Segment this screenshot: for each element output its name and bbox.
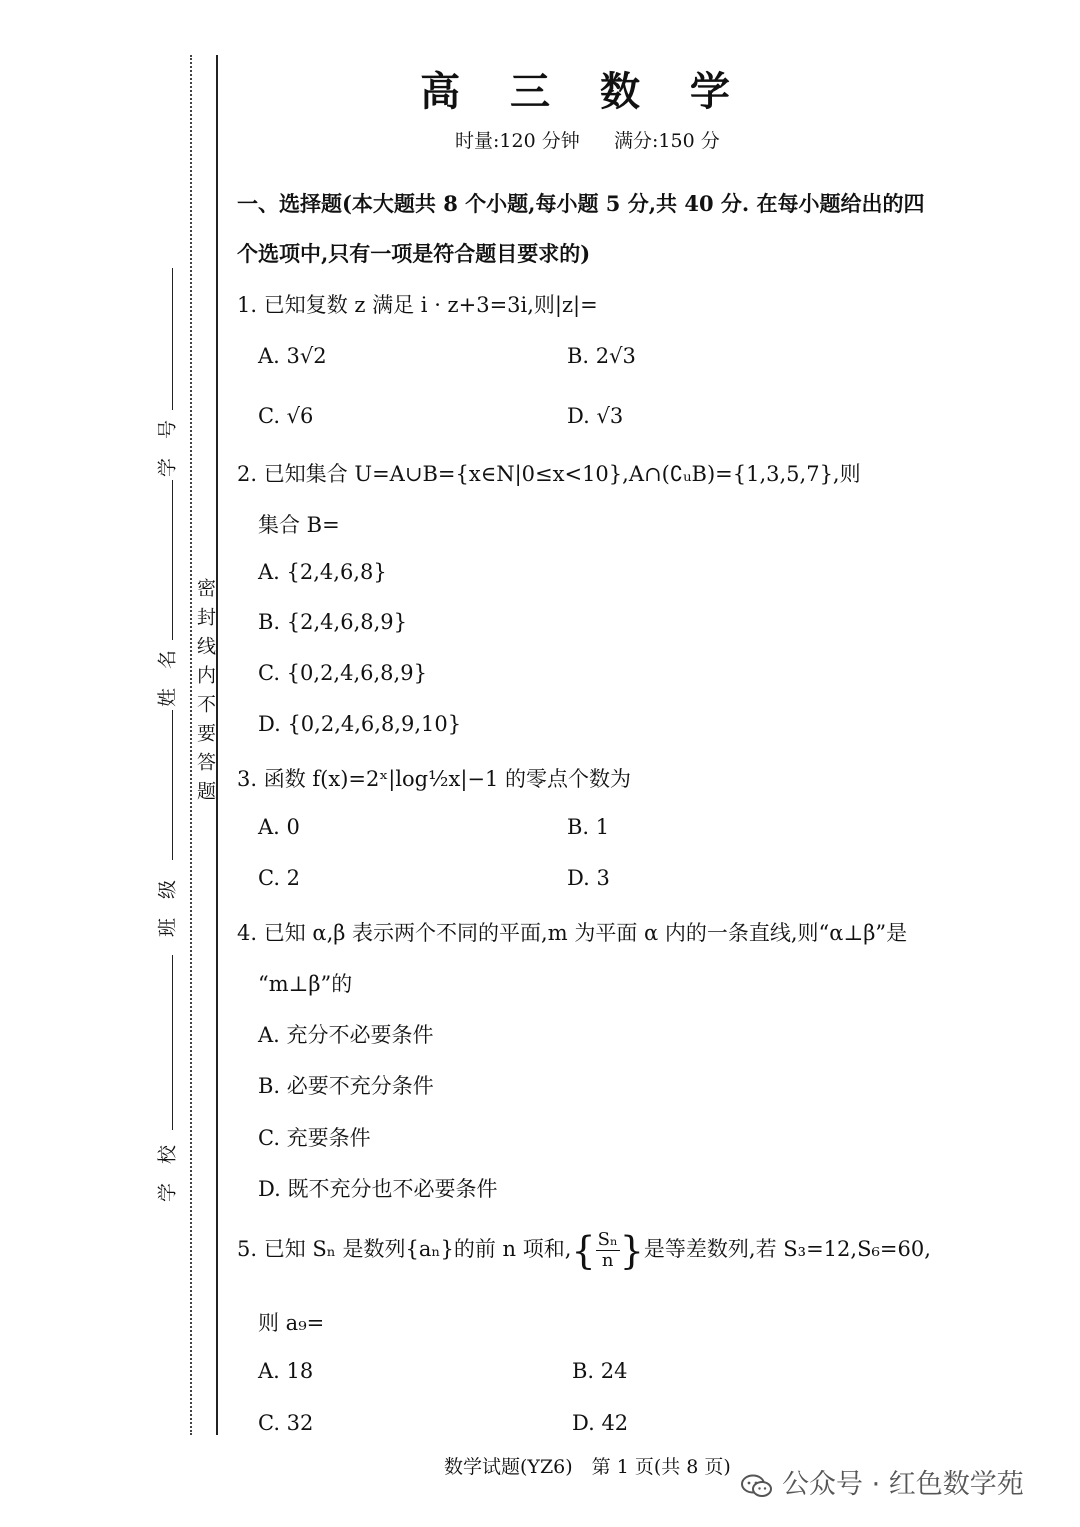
question-4-option-d: D. 既不充分也不必要条件 xyxy=(258,1177,498,1201)
question-5-stem-line1 xyxy=(237,1225,931,1275)
class-label: 班 级 xyxy=(156,880,179,938)
fraction-sn-over-n xyxy=(596,1230,620,1271)
question-3-stem: 3. 函数 f(x)=2ˣ|log½x|−1 的零点个数为 xyxy=(237,767,632,791)
section-heading-line2: 个选项中,只有一项是符合题目要求的) xyxy=(237,241,591,266)
question-3-option-c: C. 2 xyxy=(258,866,301,890)
wechat-icon xyxy=(740,1474,774,1498)
question-5-stem-line2: 则 a₉= xyxy=(258,1311,325,1335)
question-4-stem-line1: 4. 已知 α,β 表示两个不同的平面,m 为平面 α 内的一条直线,则“α⊥β”是 xyxy=(237,921,908,945)
student-id-label: 学 号 xyxy=(156,420,179,478)
question-4-stem-line2: “m⊥β”的 xyxy=(258,972,353,996)
question-1-option-a: A. 3√2 xyxy=(258,344,327,368)
question-5-stem-post: 是等差数列,若 S₃=12,S₆=60, xyxy=(643,1237,931,1261)
section-heading-line1: 一、选择题(本大题共 8 个小题,每小题 5 分,共 40 分. 在每小题给出的四 xyxy=(237,191,925,216)
question-2-option-a: A. {2,4,6,8} xyxy=(258,560,387,584)
question-1-option-d: D. √3 xyxy=(567,404,624,428)
question-2-stem-line1: 2. 已知集合 U=A∪B={x∈N|0≤x<10},A∩(∁ᵤB)={1,3,5,7},则 xyxy=(237,462,861,486)
page-footer: 数学试题(YZ6) 第 1 页(共 8 页) xyxy=(444,1456,731,1478)
brace-right: } xyxy=(619,1228,644,1273)
question-2-stem-line2: 集合 B= xyxy=(258,513,340,537)
question-5-option-a: A. 18 xyxy=(258,1359,314,1383)
exam-duration: 时量:120 分钟 xyxy=(455,130,580,152)
watermark xyxy=(740,1462,1024,1501)
fraction-numerator: Sₙ xyxy=(597,1229,618,1250)
question-5-option-b: B. 24 xyxy=(572,1359,628,1383)
question-2-option-d: D. {0,2,4,6,8,9,10} xyxy=(258,712,462,736)
question-3-option-a: A. 0 xyxy=(258,815,300,839)
watermark-text: 公众号 · 红色数学苑 xyxy=(782,1469,1024,1500)
student-id-blank xyxy=(172,268,173,410)
question-4-option-a: A. 充分不必要条件 xyxy=(258,1023,434,1047)
question-4-option-c: C. 充要条件 xyxy=(258,1126,371,1150)
question-3-option-d: D. 3 xyxy=(567,866,610,890)
school-blank xyxy=(172,955,173,1130)
question-4-option-b: B. 必要不充分条件 xyxy=(258,1074,434,1098)
seal-note: 密封线内不要答题 xyxy=(194,578,216,810)
question-2-option-b: B. {2,4,6,8,9} xyxy=(258,610,408,634)
question-1-stem: 1. 已知复数 z 满足 i · z+3=3i,则|z|= xyxy=(237,293,598,317)
class-blank xyxy=(172,710,173,860)
page-title: 高 三 数 学 xyxy=(420,68,748,115)
question-1-option-c: C. √6 xyxy=(258,404,314,428)
brace-left: { xyxy=(571,1228,596,1273)
school-label: 学 校 xyxy=(156,1145,179,1203)
student-name-blank xyxy=(172,480,173,640)
question-5-option-c: C. 32 xyxy=(258,1411,314,1435)
question-1-option-b: B. 2√3 xyxy=(567,344,636,368)
student-name-label: 姓 名 xyxy=(156,650,179,708)
fraction-denominator: n xyxy=(601,1250,614,1271)
question-5-option-d: D. 42 xyxy=(572,1411,629,1435)
question-2-option-c: C. {0,2,4,6,8,9} xyxy=(258,661,427,685)
question-3-option-b: B. 1 xyxy=(567,815,610,839)
question-5-stem-pre: 5. 已知 Sₙ 是数列{aₙ}的前 n 项和, xyxy=(237,1237,572,1261)
full-score: 满分:150 分 xyxy=(614,130,720,152)
